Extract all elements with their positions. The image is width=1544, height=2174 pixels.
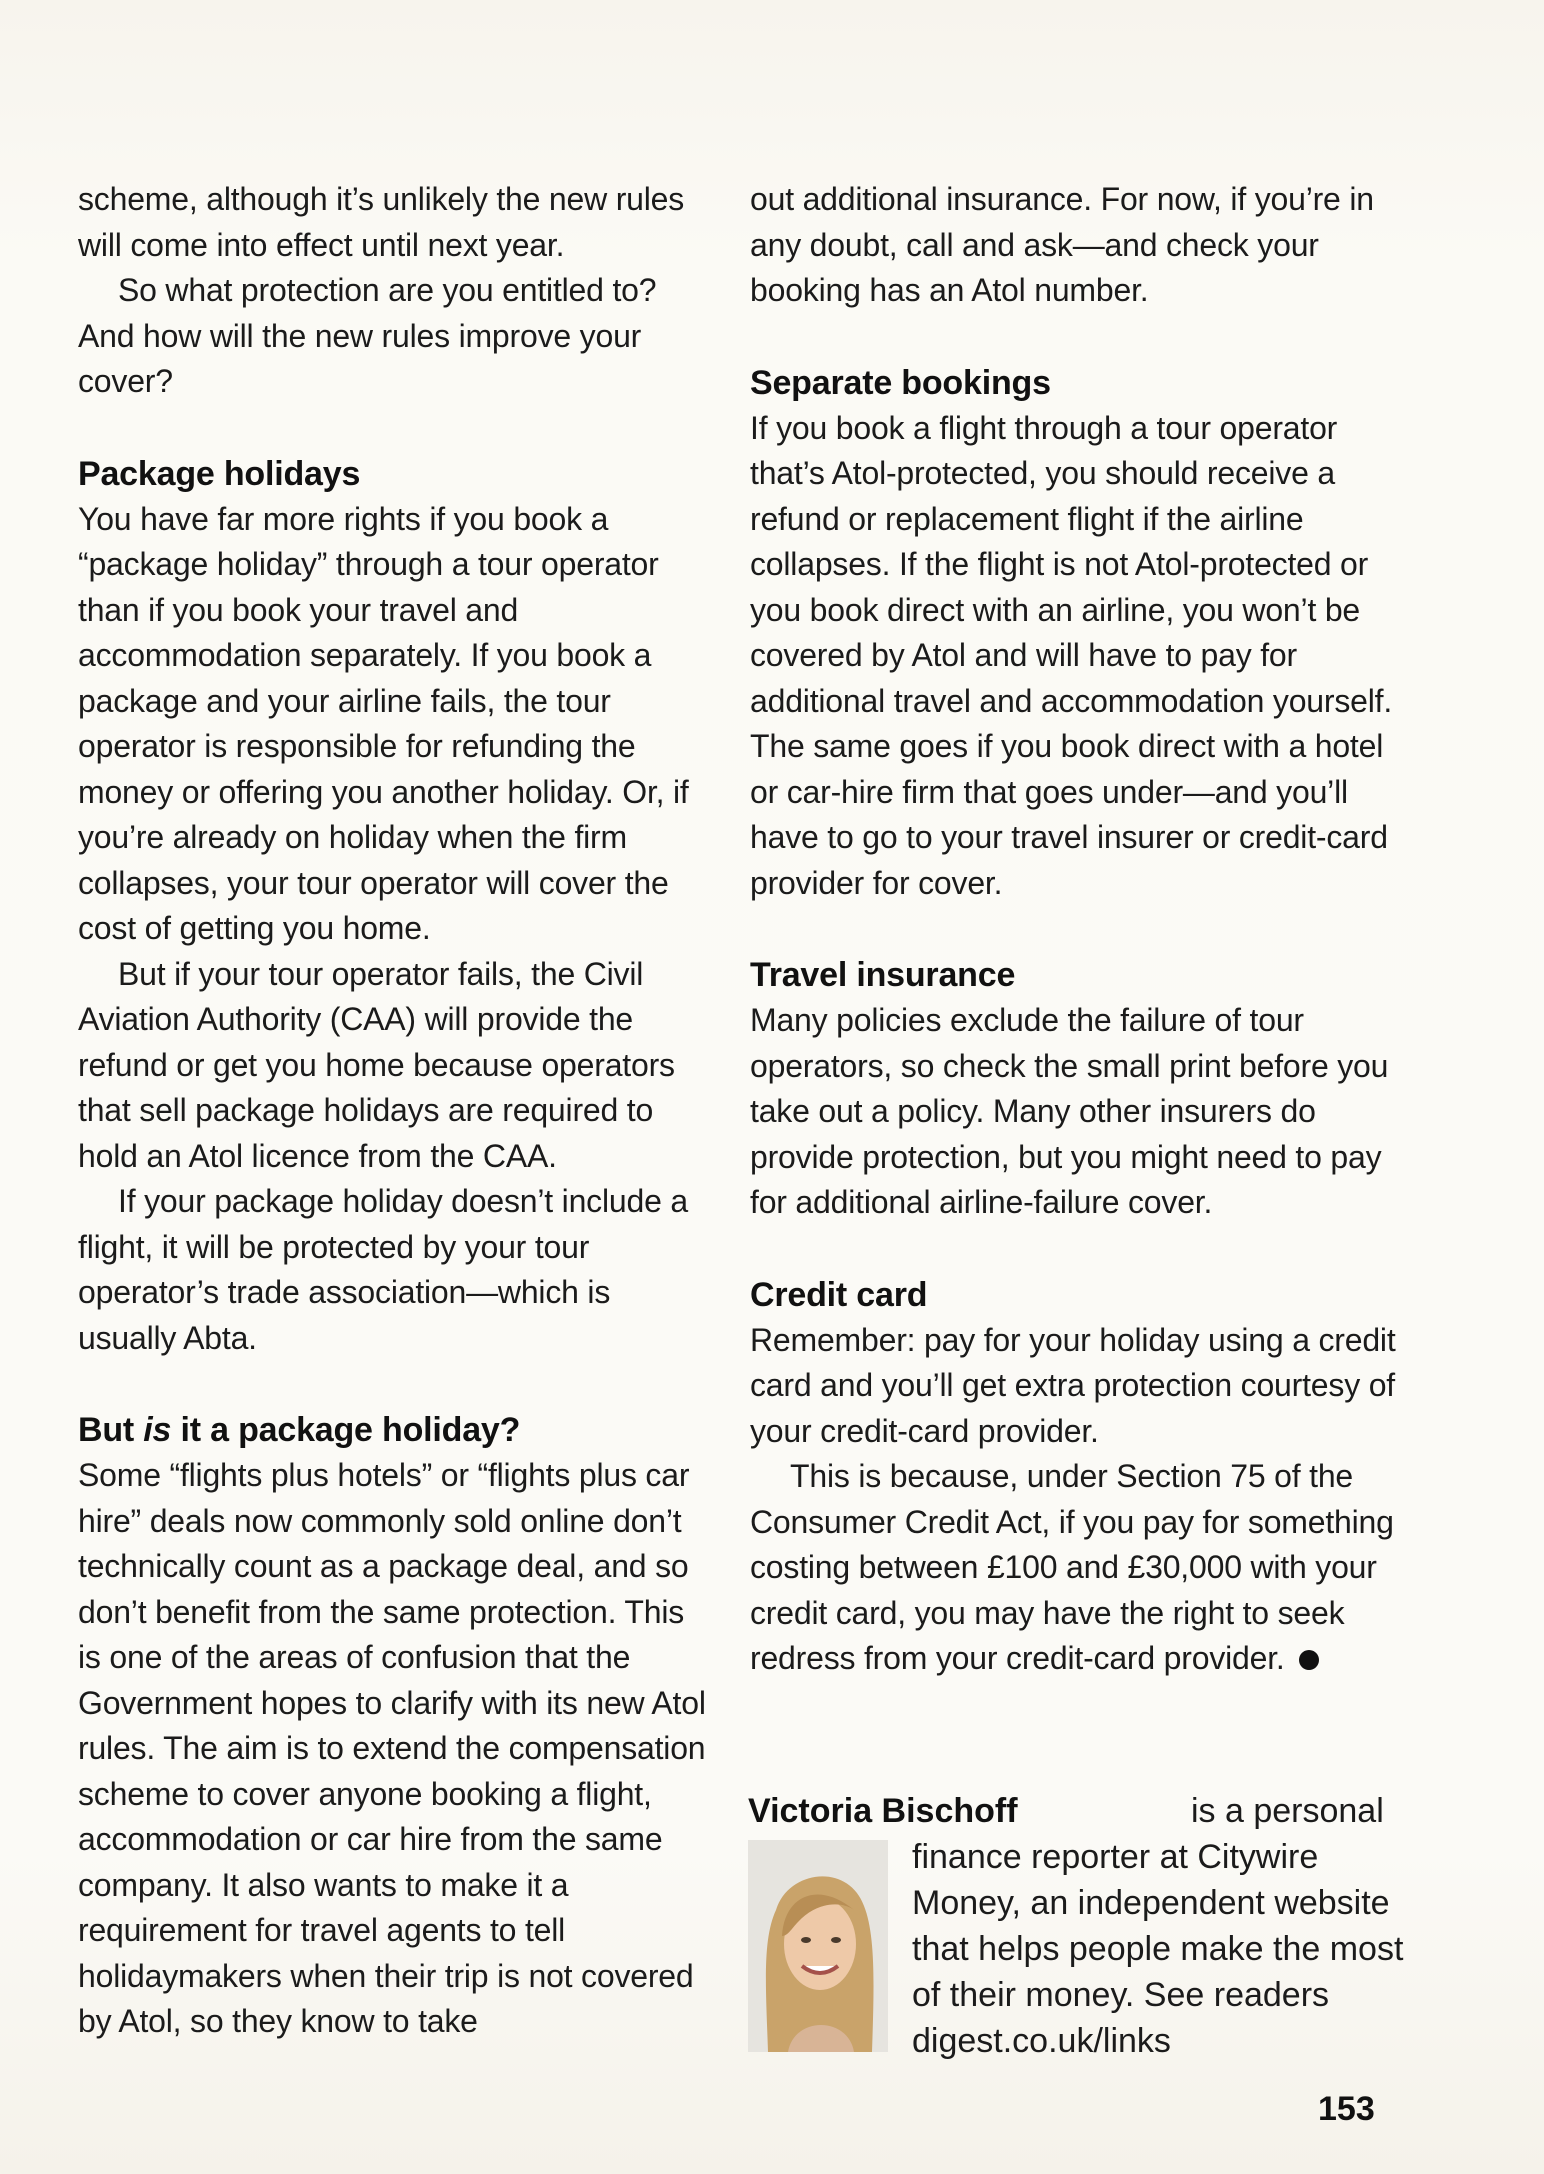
paragraph-protection-question: So what protection are you entitled to? And how will the new rules improve your cover? xyxy=(78,272,657,399)
spacer xyxy=(750,906,1410,952)
paragraph-package-rights: You have far more rights if you book a “package holiday” through a tour operator than if you book your travel and accommodation separately. If you book a package and your airline fails, the tour operator is responsible for refunding the money or offering you another holiday. Or, if you’re already on holiday when the firm collapses, your tour operator will cover the cost of getting you home. xyxy=(78,500,689,946)
paragraph-section-75 xyxy=(750,1454,1410,1682)
author-bio-paragraph xyxy=(748,1788,1408,2092)
author-bio-text: is a personal finance reporter at Citywire Money, an independent website that helps people make the most of their money. See readers digest.co.uk/links xyxy=(912,1792,1404,2060)
heading-is-it-package xyxy=(78,1407,714,1453)
end-bullet-icon xyxy=(1299,1650,1319,1670)
photo-float-spacer xyxy=(748,1834,912,2092)
heading-part: But xyxy=(78,1411,144,1449)
paragraph-abta: If your package holiday doesn’t include a flight, it will be protected by your tour operator’s trade association—which is usually Abta. xyxy=(78,1183,688,1356)
paragraph-flights-plus: Some “flights plus hotels” or “flights plus car hire” deals now commonly sold online don’t technically count as a package deal, and so don’t benefit from the same protection. This is one of the areas of confusion that the Government hopes to clarify with its new Atol rules. The aim is to extend the compensation scheme to cover anyone booking a flight, accommodation or car hire from the same company. It also wants to make it a requirement for travel agents to tell holidaymakers when their trip is not covered by Atol, so they know to take xyxy=(78,1457,706,2039)
heading-emphasis: is xyxy=(143,1411,172,1449)
left-column xyxy=(78,177,714,2045)
paragraph-travel-insurance: Many policies exclude the failure of tour operators, so check the small print before you take out a policy. Many other insurers do provide protection, but you might need to pay for additional airline-failure cover. xyxy=(750,1002,1389,1220)
spacer xyxy=(750,314,1410,360)
section-75-text: This is because, under Section 75 of the Consumer Credit Act, if you pay for something costing between £100 and £30,000 with your credit card, you may have the right to seek redress from your credit-card provider. xyxy=(750,1458,1394,1676)
spacer xyxy=(750,1226,1410,1272)
heading-package-holidays: Package holidays xyxy=(78,454,361,493)
paragraph-credit-card: Remember: pay for your holiday using a credit card and you’ll get extra protection courtesy of your credit-card provider. xyxy=(750,1321,1396,1449)
heading-travel-insurance: Travel insurance xyxy=(750,956,1016,994)
paragraph-separate-bookings: If you book a flight through a tour operator that’s Atol-protected, you should receive a refund or replacement flight if the airline collapses. If the flight is not Atol-protected or you book direct with an airline, you won’t be covered by Atol and will have to pay for additional travel and accommodation yourself. The same goes if you book direct with a hotel or car-hire firm that goes under—and you’ll have to go to your travel insurer or credit-card provider for cover. xyxy=(750,409,1393,901)
right-column xyxy=(750,177,1410,1682)
paragraph-caa: But if your tour operator fails, the Civil Aviation Authority (CAA) will provide the refund or get you home because operators that sell package holidays are required to hold an Atol licence from the CAA. xyxy=(78,955,675,1174)
heading-part: it a package holiday? xyxy=(171,1411,521,1449)
paragraph-scheme: scheme, although it’s unlikely the new rules will come into effect until next year. xyxy=(78,181,685,263)
heading-separate-bookings: Separate bookings xyxy=(750,363,1051,402)
paragraph-additional-insurance: out additional insurance. For now, if you’re in any doubt, call and ask—and check your booking has an Atol number. xyxy=(750,181,1374,308)
spacer xyxy=(78,1361,714,1407)
page-number: 153 xyxy=(1318,2090,1375,2128)
author-name: Victoria Bischoff xyxy=(748,1792,1018,1830)
heading-credit-card: Credit card xyxy=(750,1275,928,1314)
spacer xyxy=(78,405,714,451)
